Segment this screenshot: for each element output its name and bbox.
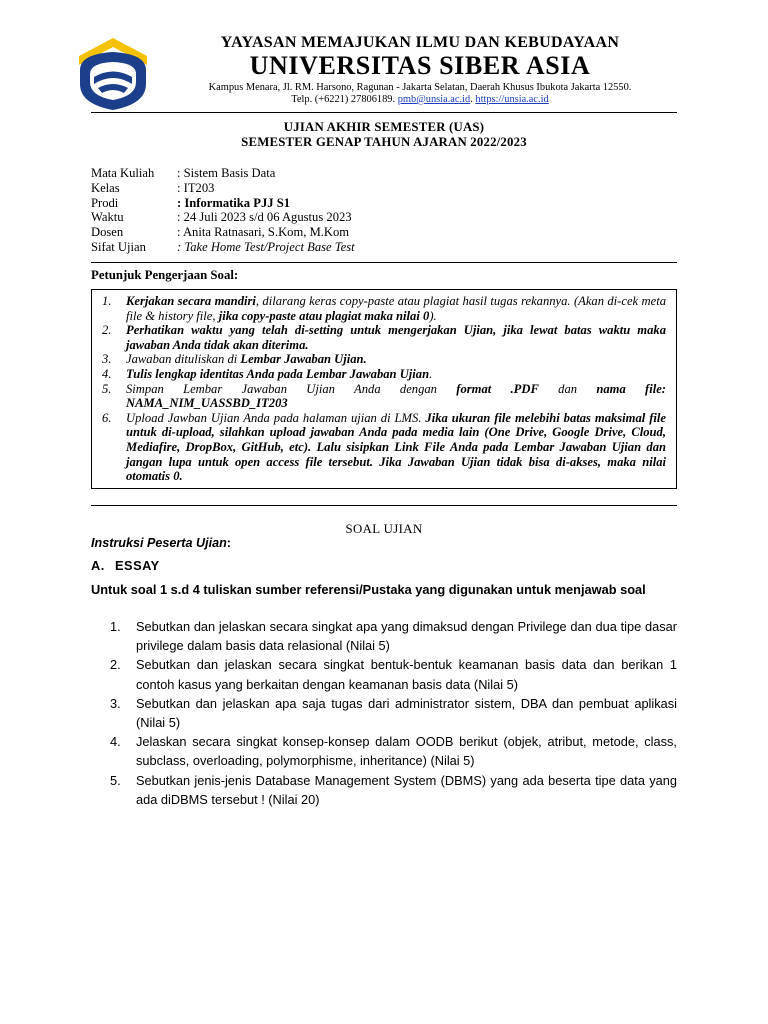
info-value: : Sistem Basis Data bbox=[177, 166, 276, 180]
instruction-item bbox=[102, 411, 666, 484]
instruction-item bbox=[102, 382, 666, 411]
info-row bbox=[91, 210, 355, 225]
instruction-number: 4. bbox=[102, 366, 112, 381]
university-logo bbox=[72, 32, 154, 114]
instruction-text bbox=[126, 382, 666, 411]
question-text: Jelaskan secara singkat konsep-konsep dalam OODB berikut (objek, atribut, metode, class, subclass, overloading, polymorphisme, inheritance) (Nilai 5) bbox=[136, 734, 677, 769]
instructions-heading: Petunjuk Pengerjaan Soal: bbox=[91, 268, 239, 282]
instruction-number: 6. bbox=[102, 410, 112, 425]
question-number: 1. bbox=[110, 619, 121, 634]
question-number: 5. bbox=[110, 772, 121, 788]
question-text: Sebutkan jenis-jenis Database Management System (DBMS) yang ada beserta tipe data yang ada diDBMS tersebut ! (Nilai 20) bbox=[136, 772, 677, 807]
contact-line: Telp. (+6221) 27806189. pmb@unsia.ac.id. https://unsia.ac.id bbox=[291, 94, 549, 105]
section-heading bbox=[91, 558, 160, 573]
instruction-text bbox=[126, 294, 666, 323]
question-item bbox=[110, 655, 677, 693]
question-text: Sebutkan dan jelaskan secara singkat apa yang dimaksud dengan Privilege dan dua tipe dasar privilege dalam basis data relasional (Nilai 5) bbox=[136, 619, 677, 654]
info-label: Mata Kuliah bbox=[91, 166, 155, 180]
info-row bbox=[91, 240, 355, 255]
question-item bbox=[110, 771, 677, 809]
info-divider bbox=[91, 262, 677, 263]
email-link[interactable]: pmb@unsia.ac.id bbox=[397, 94, 471, 105]
info-row bbox=[91, 225, 355, 240]
question-number: 4. bbox=[110, 734, 121, 750]
instruction-number: 1. bbox=[102, 294, 112, 308]
instruction-text-part: Lembar Jawaban Ujian. bbox=[240, 352, 367, 367]
instruction-text-part: ). bbox=[429, 308, 437, 323]
section-letter: A. bbox=[91, 558, 105, 573]
info-row bbox=[91, 166, 355, 181]
telephone: Telp. (+6221) 27806189. bbox=[291, 94, 396, 105]
question-item bbox=[110, 694, 677, 732]
instruction-number: 2. bbox=[102, 323, 112, 338]
info-label: Waktu bbox=[91, 210, 124, 225]
instructions-divider bbox=[91, 505, 677, 506]
instruction-text-part: Perhatikan waktu yang telah di-setting untuk mengerjakan Ujian, jika lewat batas waktu maka jawaban Anda tidak akan diterima. bbox=[126, 323, 666, 352]
participant-instructions-colon: : bbox=[226, 536, 231, 550]
exam-title: UJIAN AKHIR SEMESTER (UAS) bbox=[283, 120, 485, 134]
info-label: Sifat Ujian bbox=[91, 239, 146, 254]
info-row bbox=[91, 196, 355, 211]
info-row bbox=[91, 181, 355, 196]
info-value: : Anita Ratnasari, S.Kom, M.Kom bbox=[177, 225, 350, 240]
instruction-item bbox=[102, 323, 666, 352]
participant-instructions bbox=[91, 536, 231, 550]
instruction-item bbox=[102, 352, 666, 367]
university-name: UNIVERSITAS SIBER ASIA bbox=[249, 51, 591, 80]
instruction-item bbox=[102, 294, 666, 323]
info-label: Kelas bbox=[91, 180, 120, 195]
question-list bbox=[110, 617, 677, 809]
instruction-text-part: dan bbox=[538, 381, 597, 396]
instruction-text-part: format .PDF bbox=[456, 381, 539, 396]
instruction-item bbox=[102, 367, 666, 382]
instructions-box bbox=[91, 289, 677, 489]
instruction-text-part: jika copy-paste atau plagiat maka nilai 0 bbox=[218, 308, 430, 323]
section-name: ESSAY bbox=[115, 558, 160, 573]
info-value: : Take Home Test/Project Base Test bbox=[177, 239, 355, 254]
instruction-text bbox=[126, 323, 666, 352]
participant-instructions-label: Instruksi Peserta Ujian bbox=[91, 536, 227, 550]
instruction-text bbox=[126, 411, 666, 484]
instruction-text-part: Kerjakan secara mandiri bbox=[126, 294, 256, 308]
instruction-text-part: Jawaban dituliskan di bbox=[126, 352, 241, 367]
instruction-text-part: nama file: NAMA_NIM_UASSBD_IT203 bbox=[126, 381, 666, 411]
question-text: Sebutkan dan jelaskan apa saja tugas dari administrator sistem, DBA dan pembuat aplikasi (Nilai 5) bbox=[136, 695, 677, 731]
info-value: : 24 Juli 2023 s/d 06 Agustus 2023 bbox=[177, 210, 352, 225]
instruction-text-part: . bbox=[429, 366, 433, 381]
instruction-number: 5. bbox=[102, 381, 112, 396]
info-value: : Informatika PJJ S1 bbox=[177, 195, 290, 210]
instruction-text-part: Simpan Lembar Jawaban Ujian Anda dengan bbox=[126, 381, 457, 396]
instruction-text-part: , dilarang keras copy-paste atau plagiat hasil tugas rekannya. (Akan di-cek meta file & history file, bbox=[126, 294, 666, 323]
instruction-text-part: Upload Jawban Ujian Anda pada halaman ujian di LMS. bbox=[126, 410, 426, 425]
instruction-text bbox=[126, 352, 666, 367]
question-number: 2. bbox=[110, 657, 121, 673]
question-item bbox=[110, 617, 677, 655]
info-label: Dosen bbox=[91, 225, 124, 240]
instruction-number: 3. bbox=[102, 352, 112, 367]
info-value: : IT203 bbox=[177, 180, 215, 195]
campus-address: Kampus Menara, Jl. RM. Harsono, Ragunan - Jakarta Selatan, Daerah Khusus Ibukota Jakarta 12550. bbox=[208, 82, 632, 93]
question-item bbox=[110, 732, 677, 770]
question-text: Sebutkan dan jelaskan secara singkat bentuk-bentuk keamanan basis data dan berikan 1 contoh kasus yang berkaitan dengan keamanan basis data (Nilai 5) bbox=[136, 657, 677, 692]
questions-heading: SOAL UJIAN bbox=[345, 522, 423, 536]
question-number: 3. bbox=[110, 695, 121, 711]
instruction-text-part: Jika ukuran file melebihi batas maksimal file untuk di-upload, silahkan upload jawaban Anda pada media lain (One Drive, Google Drive, Cloud, Mediafire, DropBox, GitHub, etc). Lalu sisipkan Link File Anda pada Lembar Jawaban Ujian dan jangan lupa untuk open access file tersebut. Jika Jawaban Ujian tidak bisa di-akses, maka nilai otomatis 0. bbox=[126, 410, 667, 484]
header-divider bbox=[91, 112, 677, 113]
instruction-text bbox=[126, 367, 666, 382]
website-link[interactable]: https://unsia.ac.id bbox=[475, 94, 549, 105]
instruction-text-part: Tulis lengkap identitas Anda pada Lembar Jawaban Ujian bbox=[126, 366, 430, 381]
exam-info bbox=[91, 166, 355, 255]
foundation-name: YAYASAN MEMAJUKAN ILMU DAN KEBUDAYAAN bbox=[220, 34, 620, 51]
exam-semester: SEMESTER GENAP TAHUN AJARAN 2022/2023 bbox=[241, 135, 527, 149]
reference-note: Untuk soal 1 s.d 4 tuliskan sumber referensi/Pustaka yang digunakan untuk menjawab soal bbox=[91, 582, 646, 597]
info-label: Prodi bbox=[91, 195, 119, 210]
